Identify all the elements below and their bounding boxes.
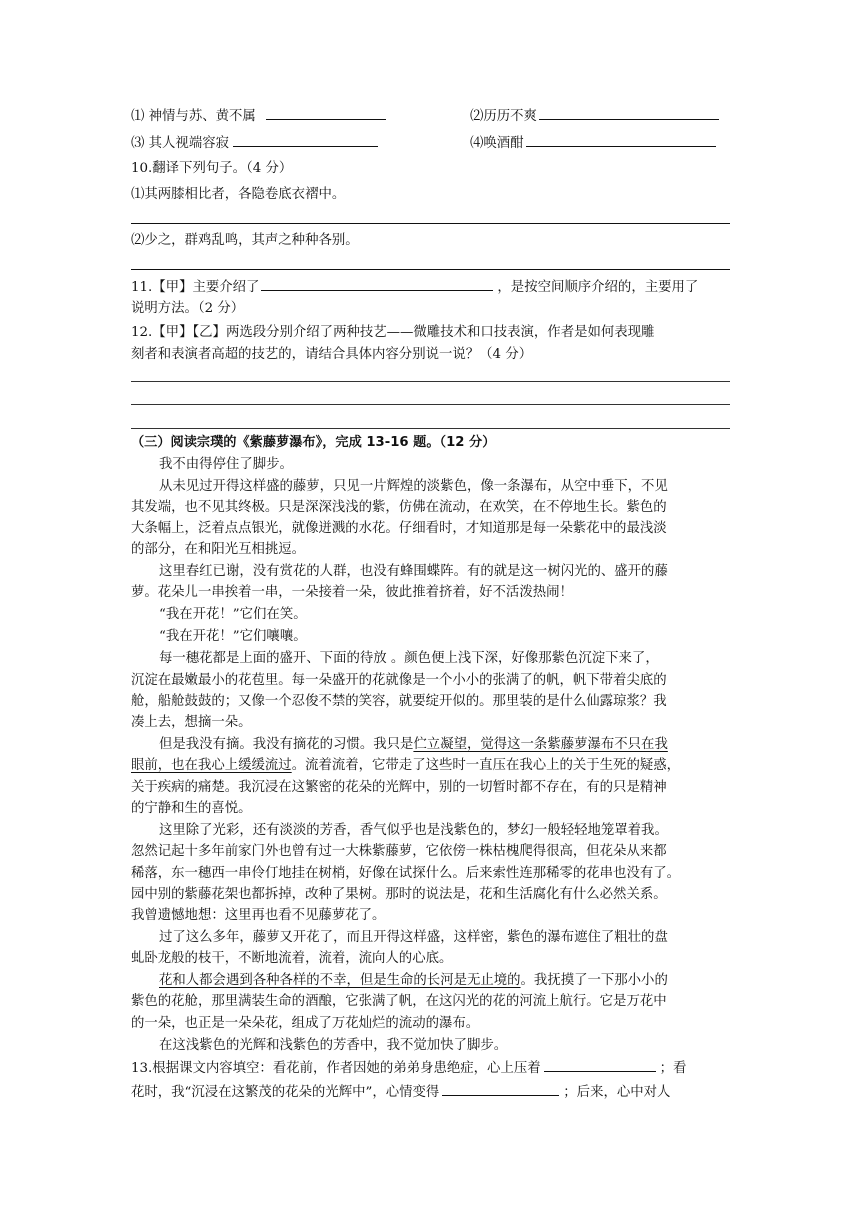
passage-line: 其发端，也不见其终极。只是深深浅浅的紫，仿佛在流动，在欢笑，在不停地生长。紫色的 xyxy=(131,500,667,515)
q10-answer-line-1[interactable] xyxy=(131,223,730,224)
passage-line: 关于疾病的痛楚。我沉浸在这繁密的花朵的光辉中，别的一切暂时都不存在，有的只是精神 xyxy=(131,780,667,795)
passage-line: 忽然记起十多年前家门外也曾有过一大株紫藤萝，它依傍一株枯槐爬得很高，但花朵从来都 xyxy=(131,844,667,859)
q12-answer-line-1[interactable] xyxy=(131,381,730,382)
passage-line: “我在开花！”它们在笑。 xyxy=(159,607,307,622)
passage-line: 我不由得停住了脚步。 xyxy=(159,457,293,472)
passage-line: 从未见过开得这样盛的藤萝，只见一片辉煌的淡紫色，像一条瀑布，从空中垂下，不见 xyxy=(159,479,668,494)
q9-item-2-text: ⑵历历不爽 xyxy=(470,109,537,124)
passage-line: 的部分，在和阳光互相挑逗。 xyxy=(131,542,306,557)
q10-answer-line-2[interactable] xyxy=(131,269,730,270)
passage-line: 在这浅紫色的光辉和浅紫色的芳香中，我不觉加快了脚步。 xyxy=(159,1038,508,1053)
passage-line xyxy=(159,972,668,990)
passage-line: 过了这么多年，藤萝又开花了，而且开得这样盛，这样密，紫色的瀑布遮住了粗壮的盘 xyxy=(159,930,668,945)
passage-line: 园中别的紫藤花架也都拆掉，改种了果树。那时的说法是，花和生活腐化有什么必然关系。 xyxy=(131,887,667,902)
passage-text: 但是我没有摘。我没有摘花的习惯。我只是 xyxy=(159,737,414,752)
passage-text: 。流着流着，它带走了这些时一直压在我心上的关于生死的疑惑， xyxy=(291,758,681,773)
section-3-heading: （三）阅读宗璞的《紫藤萝瀑布》，完成 13-16 题。（12 分） xyxy=(131,435,496,450)
q11-part-1: 11.【甲】主要介绍了 xyxy=(131,280,260,295)
passage-line: 虬卧龙般的枝干，不断地流着，流着，流向人的心底。 xyxy=(131,951,453,966)
passage-line: 的一朵，也正是一朵朵花，组成了万花灿烂的流动的瀑布。 xyxy=(131,1016,480,1031)
passage-line: 我曾遗憾地想：这里再也看不见藤萝花了。 xyxy=(131,908,386,923)
q10-title: 10.翻译下列句子。（4 分） xyxy=(131,161,293,176)
passage-line: 舱，船舱鼓鼓的；又像一个忍俊不禁的笑容，就要绽开似的。那里装的是什么仙露琼浆？我 xyxy=(131,694,667,709)
q9-item-3 xyxy=(131,134,378,153)
q11-line-2: 说明方法。（2 分） xyxy=(131,301,245,316)
q9-item-1-text: ⑴ 神情与苏、黄不属 xyxy=(131,109,256,124)
q9-answer-blank-4[interactable] xyxy=(526,134,716,147)
q13-answer-blank-2[interactable] xyxy=(442,1083,559,1096)
q12-line-1: 12.【甲】【乙】两选段分别介绍了两种技艺——微雕技术和口技表演，作者是如何表现雕 xyxy=(131,325,655,340)
passage-line: 每一穗花都是上面的盛开、下面的待放 。颜色便上浅下深，好像那紫色沉淀下来了， xyxy=(159,651,659,666)
q11-line-1 xyxy=(131,278,698,297)
q13-text: 13.根据课文内容填空：看花前，作者因她的弟弟身患绝症，心上压着 xyxy=(131,1061,541,1076)
passage-line: 凑上去，想摘一朵。 xyxy=(131,715,252,730)
underlined-sentence: 花和人都会遇到各种各样的不幸，但是生命的长河是无止境的 xyxy=(159,973,521,988)
q13-line-2 xyxy=(131,1083,670,1102)
q9-item-4-text: ⑷唤酒酣 xyxy=(470,136,524,151)
underlined-sentence: 眼前，也在我心上缓缓流过 xyxy=(131,758,292,773)
q9-answer-blank-1[interactable] xyxy=(266,107,386,120)
q11-answer-blank[interactable] xyxy=(261,278,493,291)
passage-line: 的宁静和生的喜悦。 xyxy=(131,801,252,816)
passage-text: 。我抚摸了一下那小小的 xyxy=(520,973,668,988)
q12-answer-line-3[interactable] xyxy=(131,428,730,429)
passage-line: 沉淀在最嫩最小的花苞里。每一朵盛开的花就像是一个小小的张满了的帆，帆下带着尖底的 xyxy=(131,673,667,688)
passage-line: 这里春红已谢，没有赏花的人群，也没有蜂围蝶阵。有的就是这一树闪光的、盛开的藤 xyxy=(159,564,668,579)
q13-text: ；后来，心中对人 xyxy=(563,1085,671,1100)
q10-sentence-1: ⑴其两膝相比者，各隐卷底衣褶中。 xyxy=(131,187,346,202)
passage-line: 紫色的花舱，那里满装生命的酒酿，它张满了帆，在这闪光的花的河流上航行。它是万花中 xyxy=(131,994,667,1009)
passage-line: “我在开花！”它们嚷嚷。 xyxy=(159,629,307,644)
passage-line xyxy=(159,736,668,754)
passage-line: 萝。花朵儿一串挨着一串，一朵接着一朵，彼此推着挤着，好不活泼热闹！ xyxy=(131,585,573,600)
q9-item-4 xyxy=(470,134,716,153)
passage-line: 稀落，东一穗西一串伶仃地挂在树梢，好像在试探什么。后来索性连那稀零的花串也没有了。 xyxy=(131,866,681,881)
q9-answer-blank-2[interactable] xyxy=(539,107,719,120)
q9-item-2 xyxy=(470,107,719,126)
q9-answer-blank-3[interactable] xyxy=(233,134,378,147)
q12-line-2: 刻者和表演者高超的技艺的，请结合具体内容分别说一说？（4 分） xyxy=(131,347,533,362)
passage-line xyxy=(131,757,680,775)
passage-line: 这里除了光彩，还有淡淡的芳香，香气似乎也是浅紫色的，梦幻一般轻轻地笼罩着我。 xyxy=(159,823,668,838)
q13-line-1 xyxy=(131,1059,686,1078)
q12-answer-line-2[interactable] xyxy=(131,404,730,405)
passage-line: 大条幅上，泛着点点银光，就像迸溅的水花。仔细看时，才知道那是每一朵紫花中的最浅淡 xyxy=(131,521,667,536)
q13-answer-blank-1[interactable] xyxy=(544,1059,656,1072)
q9-item-3-text: ⑶ 其人视端容寂 xyxy=(131,136,229,151)
q9-item-1 xyxy=(131,107,386,126)
q11-part-2: ，是按空间顺序介绍的，主要用了 xyxy=(497,280,699,295)
q13-text: ；看 xyxy=(659,1061,687,1076)
q10-sentence-2: ⑵少之，群鸡乱鸣，其声之种种各别。 xyxy=(131,233,359,248)
underlined-sentence: 伫立凝望，觉得这一条紫藤萝瀑布不只在我 xyxy=(413,737,668,752)
q13-text: 花时，我“沉浸在这繁茂的花朵的光辉中”，心情变得 xyxy=(131,1085,440,1100)
